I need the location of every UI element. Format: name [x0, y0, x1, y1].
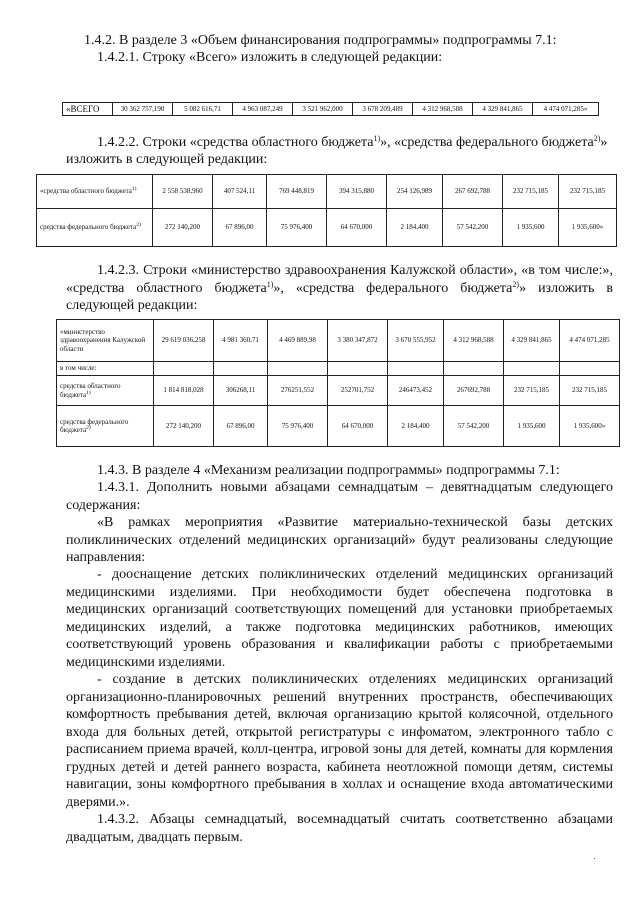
total-row-table [62, 102, 599, 116]
table-cell: 4 963 087,249 [233, 103, 293, 116]
table-cell: 57 542,200 [443, 209, 503, 247]
table-cell [388, 362, 444, 376]
table-cell: 232 715,185 [560, 376, 620, 406]
table-cell-label: средства областного бюджета$^{1)}$ [57, 376, 154, 406]
table-cell-label: средства федерального бюджета$^{2)}$ [57, 406, 154, 447]
table-cell-label: средства федерального бюджета$^{2)}$ [37, 209, 153, 247]
table-cell [268, 362, 328, 376]
table-cell: 1 935,600 [504, 406, 560, 447]
table-cell: 232 715,185 [504, 376, 560, 406]
budget-rows-table [36, 174, 617, 247]
table-cell: 232 715,185 [559, 175, 617, 209]
section-1-4-2-heading: 1.4.2. В разделе 3 «Объем финансирования подпрограммы» подпрограммы 7.1: [84, 33, 557, 48]
table-row [57, 320, 620, 362]
table-cell: 4 329 841,865 [473, 103, 533, 116]
equipment-paragraph: - дооснащение детских поликлинических отделений медицинских организаций медицинскими изделиями. При необходимости будет обеспечена подготовка в медицинских организаций соответствующих помещений для установки приобретаемых медицинских изделий, а также подготовка медицинских работников, имеющих соответствующий уровень образования и квалификации работы с приобретаемыми медицинскими изделиями. [66, 567, 613, 670]
table-cell: 4 474 071,285» [533, 103, 599, 116]
table-cell [214, 362, 268, 376]
table-cell: 5 082 616,71 [173, 103, 233, 116]
table-cell: 272 140,200 [153, 209, 213, 247]
table-row [57, 362, 620, 376]
table-cell: 4 312 968,588 [444, 320, 504, 362]
table-row [57, 376, 620, 406]
quote-intro-paragraph: «В рамках мероприятия «Развитие материально-технической базы детских поликлинических отделений медицинских организаций» будут реализованы следующие направления: [66, 515, 613, 565]
table-cell: 3 380 347,872 [328, 320, 388, 362]
section-1-4-2-3-text: 1.4.2.3. Строки «министерство здравоохранения Калужской области», «в том числе:», «средства областного бюджета$^{1)}$», «средства федерального бюджета$^{2)}$» изложить в следующей редакции: [66, 263, 613, 313]
table-cell: 64 670,000 [328, 406, 388, 447]
section-1-4-3-heading: 1.4.3. В разделе 4 «Механизм реализации подпрограммы» подпрограммы 7.1: [97, 463, 560, 478]
ministry-rows-table [56, 319, 620, 447]
table-cell: 4 329 841,865 [504, 320, 560, 362]
section-1-4-3-2-text: 1.4.3.2. Абзацы семнадцатый, восемнадцатый считать соответственно абзацами двадцатым, двадцать первым. [66, 812, 613, 845]
table-cell: 30 362 757,190 [113, 103, 173, 116]
table-cell: 67 896,00 [213, 209, 267, 247]
table-cell: 75 976,400 [267, 209, 327, 247]
table-cell: 1 814 818,028 [154, 376, 214, 406]
table-cell: 4 469 889,98 [268, 320, 328, 362]
table-cell-label: в том числе: [57, 362, 154, 376]
table-row [63, 103, 599, 116]
scan-speck [594, 858, 595, 859]
table-cell: 29 619 036,258 [154, 320, 214, 362]
table-cell: 2 184,400 [388, 406, 444, 447]
table-cell: 1 935,600» [559, 209, 617, 247]
table-cell: 57 542,200 [444, 406, 504, 447]
table-cell: 232 715,185 [503, 175, 559, 209]
table-cell: 4 981 360,71 [214, 320, 268, 362]
table-cell: 64 670,000 [327, 209, 387, 247]
table-cell-label: «средства областного бюджета$^{1)}$ [37, 175, 153, 209]
table-cell: 272 140,200 [154, 406, 214, 447]
table-row [37, 209, 617, 247]
table-cell: 2 558 538,960 [153, 175, 213, 209]
table-cell: 252701,752 [328, 376, 388, 406]
section-1-4-3-1-text: 1.4.3.1. Дополнить новыми абзацами семнадцатым – девятнадцатым следующего содержания: [66, 480, 613, 513]
table-cell [504, 362, 560, 376]
comfort-paragraph: - создание в детских поликлинических отделениях медицинских организаций организационно-планировочных решений внутренних пространств, обеспечивающих комфортность пребывания детей, включая организацию крытой колясочной, отдельного входа для больных детей, открытой регистратуры с инфоматом, электронного табло с расписанием приема врачей, колл-центра, игровой зоны для детей, комнаты для кормления грудных детей и детей раннего возраста, кабинета неотложной помощи детям, системы навигации, зоны комфортного пребывания в холлах и оснащение входа автоматическими дверями.». [66, 672, 613, 810]
section-1-4-2-2-line1: 1.4.2.2. Строки «средства областного бюджета$^{1)}$», «средства федерального бюджета$^{2)}$» [97, 134, 608, 150]
table-cell [154, 362, 214, 376]
table-cell: 67 896,00 [214, 406, 268, 447]
table-cell: 254 126,989 [387, 175, 443, 209]
table-cell-label: «ВСЕГО [63, 103, 113, 116]
table-cell: 3 670 555,952 [388, 320, 444, 362]
section-1-4-2-2-line2: изложить в следующей редакции: [66, 152, 268, 167]
table-cell: 4 312 968,588 [413, 103, 473, 116]
table-cell: 394 315,880 [327, 175, 387, 209]
table-cell: 2 184,400 [387, 209, 443, 247]
table-row [37, 175, 617, 209]
table-cell: 407 524,11 [213, 175, 267, 209]
table-cell [560, 362, 620, 376]
table-cell: 276251,552 [268, 376, 328, 406]
table-cell: 1 935,600 [503, 209, 559, 247]
table-cell: 267692,788 [444, 376, 504, 406]
table-cell [444, 362, 504, 376]
table-cell: 246473,452 [388, 376, 444, 406]
table-cell: 4 474 071,285 [560, 320, 620, 362]
section-1-4-2-1-text: 1.4.2.1. Строку «Всего» изложить в следующей редакции: [97, 50, 443, 65]
table-cell: 3 678 209,489 [353, 103, 413, 116]
table-cell: 3 521 962,000 [293, 103, 353, 116]
table-cell: 1 935,600» [560, 406, 620, 447]
table-cell: 75 976,400 [268, 406, 328, 447]
table-cell [328, 362, 388, 376]
table-cell: 306268,11 [214, 376, 268, 406]
table-cell: 267 692,788 [443, 175, 503, 209]
table-cell-label: «министерство здравоохранения Калужской области [57, 320, 154, 362]
table-cell: 769 448,819 [267, 175, 327, 209]
table-row [57, 406, 620, 447]
